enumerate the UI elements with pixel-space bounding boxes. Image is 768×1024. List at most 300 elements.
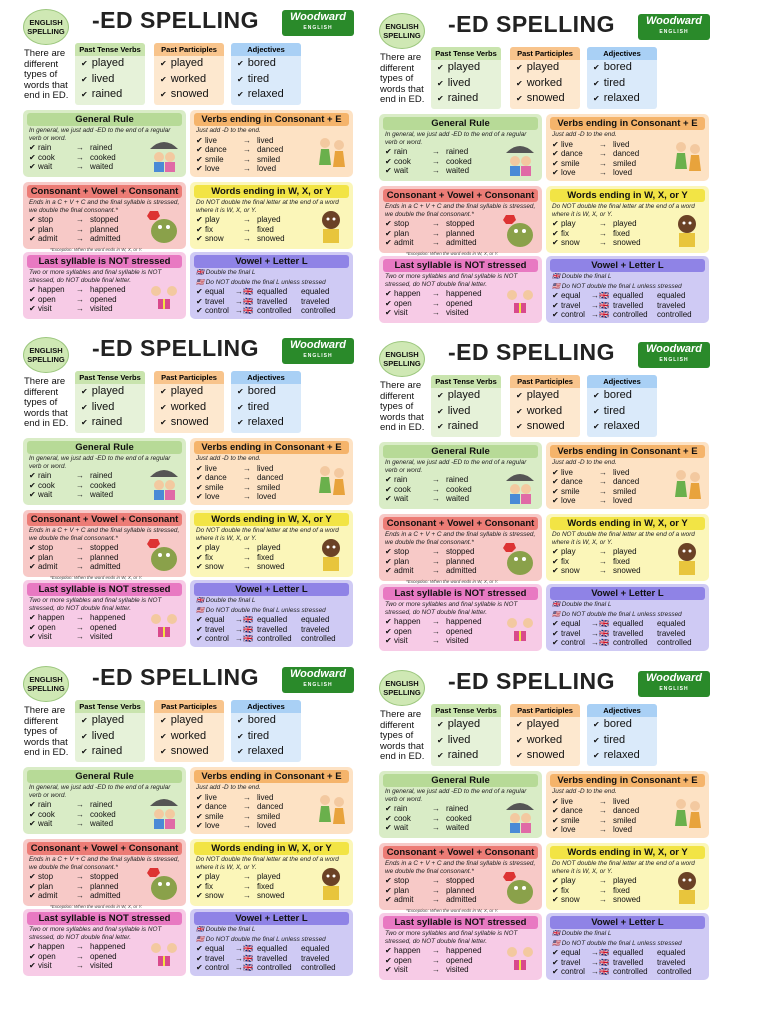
column-word: ✔ tired [237,729,270,742]
column-word: ✔ bored [593,718,632,730]
example-row: ✔ love → loved [196,164,277,173]
english-spelling-badge: ENGLISH SPELLING [379,13,425,49]
column-word: ✔ lived [81,729,115,742]
column-word: ✔ tired [593,404,626,417]
vowel-l-rule-box [546,256,709,323]
intro-text: There are different types of words that end in ED. [380,709,425,762]
adjectives-column [587,47,657,109]
box-header: Consonant + Vowel + Consonant [383,517,538,530]
box-header: Vowel + Letter L [550,916,705,929]
example-row: ✔ snow → snowed [552,895,641,904]
example-row: ✔ open → opened [385,626,473,636]
general-rule-box [23,110,186,177]
example-row: ✔ rain → rained [29,471,113,480]
card-title: -ED SPELLING [92,335,260,361]
example-row: ✔ rain → rained [29,143,113,152]
box-description: Two or more syllables and final syllable is NOT stressed, do NOT double final letter. [29,926,162,941]
us-flag-icon: 🇺🇸 [196,935,204,943]
cvc-rule-box [23,182,186,249]
boy-playing-illustration [313,535,349,573]
card-title: -ED SPELLING [448,668,616,694]
box-description: In general, we just add -ED to the end of a regular verb or word. [385,459,527,474]
exception-note: *Exception: When the word ends in W, X, or Y. [406,579,499,584]
column-header: Past Participles [510,375,580,388]
vowel-l-rule-box [190,252,353,319]
box-description: Two or more syllables and final syllable is NOT stressed, do NOT double final letter. [385,273,518,288]
example-row: ✔ live → lived [196,463,274,473]
adjectives-column [587,375,657,437]
woodward-logo: Woodward ENGLISH [282,338,354,364]
example-row: ✔ dance → danced [552,477,640,486]
box-header: Words ending in W, X, or Y [194,185,349,198]
card-title: -ED SPELLING [92,664,260,690]
dancing-couple-illustration [313,135,349,173]
example-row: ✔ dance → danced [196,145,284,154]
column-word: ✔ rained [81,88,123,100]
uk-flag-icon: 🇬🇧 [196,926,204,933]
column-header: Past Tense Verbs [75,371,145,384]
box-description: Two or more syllables and final syllable is NOT stressed, do NOT double final letter. [29,597,162,612]
dancing-couple-illustration [669,467,705,505]
box-description: In general, we just add -ED to the end of a regular verb or word. [29,455,171,470]
consonant-e-box [190,438,353,505]
example-row: ✔ cook → cooked [29,152,116,162]
vowel-l-rule-box [546,584,709,651]
wxy-rule-box [546,186,709,253]
example-row: ✔ equal →🇬🇧 equalled equaled [196,944,330,953]
example-row: ✔ rain → rained [385,147,469,156]
example-row: ✔ live → lived [552,796,630,806]
box-header: Verbs ending in Consonant + E [194,441,349,454]
column-word: ✔ played [160,385,204,397]
column-word: ✔ rained [437,749,479,761]
past-tense-column [431,47,501,109]
example-row: ✔ travel →🇬🇧 travelled traveled [552,628,686,638]
column-word: ✔ rained [81,416,123,428]
stop-monster-illustration [502,539,538,577]
umbrella-kids-illustration [146,463,182,501]
cvc-rule-box [23,510,186,577]
past-tense-column [75,700,145,762]
column-word: ✔ snowed [160,88,209,100]
box-description: Ends in a C + V + C and the final syllable is stressed, we double the final consonant.* [385,531,536,546]
wxy-rule-box [190,510,353,577]
example-row: ✔ travel →🇬🇧 travelled traveled [196,296,330,306]
example-row: ✔ equal →🇬🇧 equalled equaled [196,287,330,296]
ed-spelling-card [376,339,730,651]
example-row: ✔ smile → smiled [552,815,637,825]
example-row: ✔ equal →🇬🇧 equalled equaled [196,615,330,624]
example-row: ✔ play → played [552,547,637,556]
column-word: ✔ worked [516,404,563,417]
example-row: ✔ happen → happened [29,942,126,951]
us-rule-line: 🇺🇸 Do NOT double the final L unless stressed [552,939,682,947]
box-header: Last syllable is NOT stressed [383,259,538,272]
column-word: ✔ rained [437,92,479,104]
column-header: Adjectives [587,47,657,60]
consonant-e-box [546,114,709,181]
ed-spelling-card [376,668,730,980]
example-row: ✔ equal →🇬🇧 equalled equaled [552,619,686,628]
column-header: Adjectives [587,375,657,388]
example-row: ✔ open → opened [29,294,117,304]
english-spelling-badge: ENGLISH SPELLING [23,337,69,373]
box-header: Consonant + Vowel + Consonant [383,189,538,202]
example-row: ✔ wait → waited [29,819,114,828]
column-header: Adjectives [231,700,301,713]
box-description: Do NOT double the final letter at the end of a word where it is W, X, or Y. [552,860,695,875]
example-row: ✔ dance → danced [196,473,284,482]
card-title: -ED SPELLING [92,7,260,33]
example-row: ✔ admit → admitted [385,238,477,247]
box-header: Verbs ending in Consonant + E [550,774,705,787]
example-row: ✔ rain → rained [385,475,469,484]
dancing-couple-illustration [313,463,349,501]
example-row: ✔ smile → smiled [196,482,281,492]
vowel-l-rule-box [190,580,353,647]
box-header: Verbs ending in Consonant + E [550,117,705,130]
example-row: ✔ plan → planned [29,552,119,562]
vowel-l-rule-box [190,909,353,976]
example-row: ✔ stop → stopped [29,543,119,552]
column-word: ✔ worked [160,729,207,742]
english-spelling-badge: ENGLISH SPELLING [379,670,425,706]
dancing-couple-illustration [669,139,705,177]
column-header: Adjectives [231,371,301,384]
example-row: ✔ cook → cooked [385,813,472,823]
column-word: ✔ relaxed [237,416,284,428]
example-row: ✔ play → played [196,543,281,552]
example-row: ✔ plan → planned [385,228,475,238]
intro-text: There are different types of words that end in ED. [380,380,425,433]
exception-note: *Exception: When the word ends in W, X, or Y. [50,575,143,580]
example-row: ✔ control →🇬🇧 controlled controlled [196,634,336,643]
gift-kids-illustration [146,605,182,643]
example-row: ✔ equal →🇬🇧 equalled equaled [552,291,686,300]
english-spelling-badge: ENGLISH SPELLING [379,341,425,377]
example-row: ✔ control →🇬🇧 controlled controlled [552,310,692,319]
ed-spelling-card [20,335,374,647]
column-header: Adjectives [587,704,657,717]
general-rule-box [379,771,542,838]
box-header: Last syllable is NOT stressed [27,255,182,268]
general-rule-box [379,114,542,181]
example-row: ✔ dance → danced [196,802,284,811]
box-description: Just add -D to the end. [196,127,261,134]
column-word: ✔ relaxed [593,420,640,432]
column-word: ✔ played [437,61,481,73]
box-description: Just add -D to the end. [552,131,617,138]
box-header: Words ending in W, X, or Y [194,842,349,855]
example-row: ✔ cook → cooked [385,156,472,166]
example-row: ✔ admit → admitted [385,566,477,575]
example-row: ✔ stop → stopped [385,547,475,556]
box-description: Just add -D to the end. [196,784,261,791]
cvc-rule-box [379,843,542,910]
gift-kids-illustration [146,277,182,315]
exception-note: *Exception: When the word ends in W, X, or Y. [406,251,499,256]
example-row: ✔ play → played [552,219,637,228]
column-word: ✔ lived [81,400,115,413]
box-header: Last syllable is NOT stressed [27,912,182,925]
woodward-logo: Woodward ENGLISH [282,667,354,693]
ed-spelling-card [20,664,374,976]
box-description: Two or more syllables and final syllable is NOT stressed, do NOT double final letter. [385,930,518,945]
intro-text: There are different types of words that end in ED. [24,376,69,429]
english-spelling-badge: ENGLISH SPELLING [23,666,69,702]
cvc-rule-box [379,186,542,253]
example-row: ✔ snow → snowed [552,566,641,575]
column-word: ✔ played [437,718,481,730]
example-row: ✔ plan → planned [385,556,475,566]
column-word: ✔ tired [237,72,270,85]
example-row: ✔ stop → stopped [385,219,475,228]
example-row: ✔ fix → fixed [552,228,630,238]
example-row: ✔ wait → waited [385,494,470,503]
example-row: ✔ dance → danced [552,149,640,158]
box-description: Ends in a C + V + C and the final syllable is stressed, we double the final consonant.* [29,199,180,214]
us-rule-line: 🇺🇸 Do NOT double the final L unless stressed [196,606,326,614]
column-word: ✔ bored [593,389,632,401]
column-header: Past Tense Verbs [431,704,501,717]
us-rule-line: 🇺🇸 Do NOT double the final L unless stressed [552,282,682,290]
example-row: ✔ happen → happened [385,946,482,955]
box-header: Vowel + Letter L [194,255,349,268]
example-row: ✔ cook → cooked [29,809,116,819]
us-rule-line: 🇺🇸 Do NOT double the final L unless stressed [196,278,326,286]
column-word: ✔ worked [516,733,563,746]
boy-playing-illustration [313,864,349,902]
example-row: ✔ snow → snowed [196,234,285,243]
stop-monster-illustration [502,868,538,906]
box-description: Just add -D to the end. [552,459,617,466]
box-header: Words ending in W, X, or Y [550,517,705,530]
box-header: Consonant + Vowel + Consonant [27,513,182,526]
column-word: ✔ worked [160,400,207,413]
box-description: Do NOT double the final letter at the end of a word where it is W, X, or Y. [196,199,339,214]
gift-kids-illustration [146,934,182,972]
wxy-rule-box [546,514,709,581]
example-row: ✔ smile → smiled [552,158,637,168]
boy-playing-illustration [669,539,705,577]
box-header: Consonant + Vowel + Consonant [383,846,538,859]
box-description: In general, we just add -ED to the end of a regular verb or word. [29,127,171,142]
wxy-rule-box [546,843,709,910]
example-row: ✔ live → lived [196,792,274,802]
box-description: Just add -D to the end. [552,788,617,795]
box-header: General Rule [27,770,182,783]
example-row: ✔ snow → snowed [196,891,285,900]
example-row: ✔ fix → fixed [196,881,274,891]
box-header: Vowel + Letter L [550,259,705,272]
example-row: ✔ live → lived [196,135,274,145]
example-row: ✔ wait → waited [385,166,470,175]
example-row: ✔ happen → happened [385,289,482,298]
example-row: ✔ smile → smiled [552,486,637,496]
column-word: ✔ rained [437,420,479,432]
exception-note: *Exception: When the word ends in W, X, or Y. [50,247,143,252]
column-header: Past Participles [154,371,224,384]
column-header: Past Participles [510,704,580,717]
box-description: Two or more syllables and final syllable is NOT stressed, do NOT double final letter. [385,601,518,616]
past-participles-column [510,47,580,109]
example-row: ✔ wait → waited [29,490,114,499]
woodward-logo: Woodward ENGLISH [638,14,710,40]
example-row: ✔ happen → happened [29,285,126,294]
us-flag-icon: 🇺🇸 [196,606,204,614]
example-row: ✔ travel →🇬🇧 travelled traveled [196,624,330,634]
column-word: ✔ played [437,389,481,401]
box-description: Two or more syllables and final syllable is NOT stressed, do NOT double final letter. [29,269,162,284]
column-word: ✔ rained [81,745,123,757]
column-word: ✔ bored [237,385,276,397]
column-word: ✔ relaxed [237,745,284,757]
example-row: ✔ love → loved [196,492,277,501]
box-header: General Rule [383,774,538,787]
box-header: Verbs ending in Consonant + E [194,770,349,783]
general-rule-box [23,438,186,505]
box-header: Words ending in W, X, or Y [550,189,705,202]
us-flag-icon: 🇺🇸 [196,278,204,286]
box-header: Last syllable is NOT stressed [27,583,182,596]
past-participles-column [154,43,224,105]
uk-rule-line: 🇬🇧 Double the final L [552,601,612,608]
box-description: Ends in a C + V + C and the final syllable is stressed, we double the final consonant.* [385,203,536,218]
woodward-logo: Woodward ENGLISH [282,10,354,36]
past-participles-column [154,700,224,762]
box-description: In general, we just add -ED to the end of a regular verb or word. [29,784,171,799]
example-row: ✔ play → played [196,872,281,881]
column-word: ✔ played [516,389,560,401]
example-row: ✔ travel →🇬🇧 travelled traveled [196,953,330,963]
example-row: ✔ rain → rained [385,804,469,813]
column-word: ✔ relaxed [593,749,640,761]
woodward-logo: Woodward ENGLISH [638,671,710,697]
example-row: ✔ love → loved [552,168,633,177]
example-row: ✔ control →🇬🇧 controlled controlled [196,963,336,972]
ed-spelling-card [20,7,374,319]
example-row: ✔ happen → happened [385,617,482,626]
adjectives-column [231,43,301,105]
stop-monster-illustration [146,535,182,573]
adjectives-column [587,704,657,766]
english-spelling-badge: ENGLISH SPELLING [23,9,69,45]
example-row: ✔ snow → snowed [196,562,285,571]
box-header: Vowel + Letter L [194,583,349,596]
example-row: ✔ control →🇬🇧 controlled controlled [552,638,692,647]
general-rule-box [379,442,542,509]
unstressed-rule-box [23,252,186,319]
example-row: ✔ rain → rained [29,800,113,809]
uk-rule-line: 🇬🇧 Double the final L [552,273,612,280]
dancing-couple-illustration [313,792,349,830]
woodward-logo: Woodward ENGLISH [638,342,710,368]
column-header: Past Participles [154,43,224,56]
umbrella-kids-illustration [502,796,538,834]
example-row: ✔ visit → visited [385,965,469,974]
boy-playing-illustration [313,207,349,245]
ed-spelling-card [376,11,730,323]
example-row: ✔ fix → fixed [196,552,274,562]
column-word: ✔ played [516,61,560,73]
box-header: Vowel + Letter L [194,912,349,925]
dancing-couple-illustration [669,796,705,834]
box-header: Consonant + Vowel + Consonant [27,842,182,855]
column-word: ✔ played [81,57,125,69]
stop-monster-illustration [502,211,538,249]
general-rule-box [23,767,186,834]
uk-rule-line: 🇬🇧 Double the final L [196,597,256,604]
column-word: ✔ played [81,385,125,397]
past-participles-column [510,704,580,766]
stop-monster-illustration [146,207,182,245]
uk-rule-line: 🇬🇧 Double the final L [196,926,256,933]
column-word: ✔ relaxed [237,88,284,100]
column-header: Adjectives [231,43,301,56]
example-row: ✔ fix → fixed [552,556,630,566]
box-description: Do NOT double the final letter at the end of a word where it is W, X, or Y. [552,531,695,546]
box-header: General Rule [383,117,538,130]
example-row: ✔ live → lived [552,467,630,477]
column-word: ✔ lived [437,404,471,417]
boy-playing-illustration [669,868,705,906]
uk-flag-icon: 🇬🇧 [196,597,204,604]
example-row: ✔ fix → fixed [552,885,630,895]
column-word: ✔ bored [593,61,632,73]
column-header: Past Tense Verbs [75,700,145,713]
boy-playing-illustration [669,211,705,249]
example-row: ✔ love → loved [552,496,633,505]
column-word: ✔ bored [237,57,276,69]
column-word: ✔ played [516,718,560,730]
uk-flag-icon: 🇬🇧 [552,273,560,280]
example-row: ✔ plan → planned [29,224,119,234]
unstressed-rule-box [379,256,542,323]
example-row: ✔ visit → visited [29,304,113,313]
column-word: ✔ bored [237,714,276,726]
column-word: ✔ tired [593,76,626,89]
example-row: ✔ play → played [196,215,281,224]
column-word: ✔ snowed [160,416,209,428]
example-row: ✔ admit → admitted [29,891,121,900]
us-rule-line: 🇺🇸 Do NOT double the final L unless stressed [552,610,682,618]
box-description: Ends in a C + V + C and the final syllable is stressed, we double the final consonant.* [385,860,536,875]
intro-text: There are different types of words that end in ED. [24,705,69,758]
column-word: ✔ snowed [160,745,209,757]
example-row: ✔ equal →🇬🇧 equalled equaled [552,948,686,957]
column-word: ✔ played [160,57,204,69]
umbrella-kids-illustration [146,792,182,830]
example-row: ✔ wait → waited [29,162,114,171]
unstressed-rule-box [23,909,186,976]
past-participles-column [154,371,224,433]
uk-flag-icon: 🇬🇧 [552,930,560,937]
column-header: Past Tense Verbs [75,43,145,56]
wxy-rule-box [190,182,353,249]
box-header: Words ending in W, X, or Y [550,846,705,859]
example-row: ✔ live → lived [552,139,630,149]
box-description: Ends in a C + V + C and the final syllable is stressed, we double the final consonant.* [29,527,180,542]
consonant-e-box [190,767,353,834]
box-description: Just add -D to the end. [196,455,261,462]
example-row: ✔ wait → waited [385,823,470,832]
example-row: ✔ visit → visited [385,308,469,317]
example-row: ✔ travel →🇬🇧 travelled traveled [552,957,686,967]
example-row: ✔ plan → planned [29,881,119,891]
past-tense-column [75,371,145,433]
us-rule-line: 🇺🇸 Do NOT double the final L unless stressed [196,935,326,943]
card-title: -ED SPELLING [448,339,616,365]
